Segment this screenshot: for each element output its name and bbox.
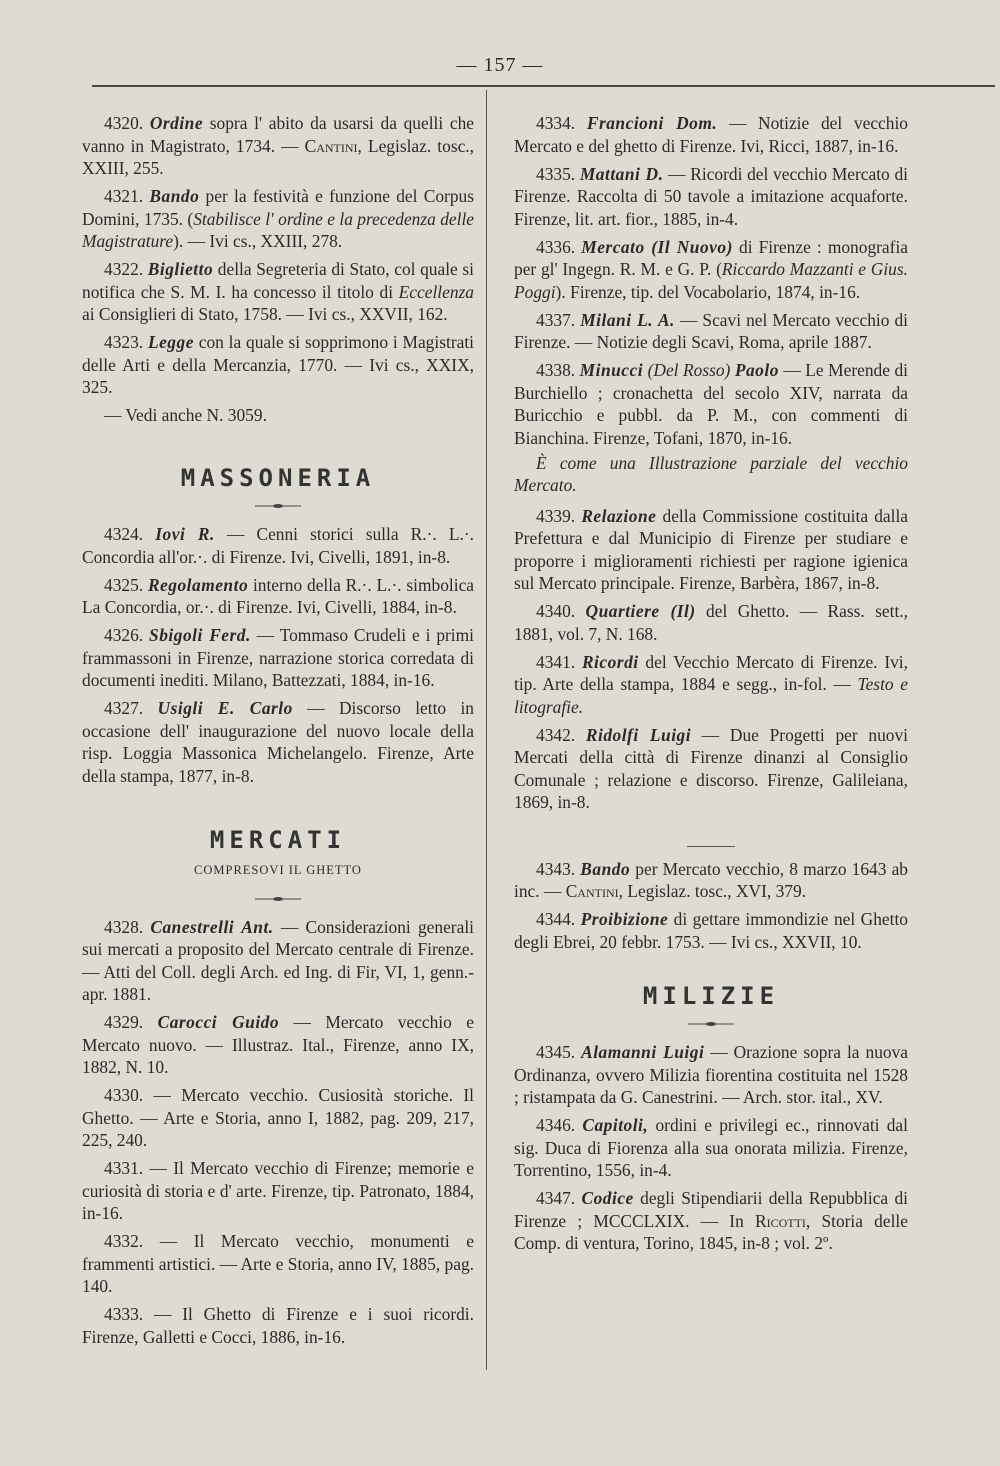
- entry-4328: 4328. Canestrelli Ant. — Considerazioni generali sui mercati a proposito del Mercato centrale di Firenze. — Atti del Coll. degli Arch. ed Ing. di Fir, VI, 1, genn.-apr. 1881.: [82, 916, 474, 1004]
- entry-4331: 4331. — Il Mercato vecchio di Firenze; memorie e curiosità di storia e d' arte. Firenze, tip. Patronato, 1884, in-16.: [82, 1158, 474, 1223]
- entry-4345: 4345. Alamanni Luigi — Orazione sopra la nuova Ordinanza, ovvero Milizia fiorentina costituita nel 1528 ; ristampata da G. Canestrini. — Arch. stor. ital., XV.: [514, 1042, 908, 1107]
- entry-4324: 4324. Iovi R. — Cenni storici sulla R.·. L.·. Concordia all'or.·. di Firenze. Ivi, Civelli, 1891, in-8.: [82, 524, 474, 567]
- entry-4327: 4327. Usigli E. Carlo — Discorso letto in occasione dell' inaugurazione del nuovo locale della risp. Loggia Massonica Michelangelo. Firenze, Arte della stampa, 1877, in-8.: [82, 698, 475, 786]
- header-rule: [92, 85, 995, 87]
- entry-4346: 4346. Capitoli, ordini e privilegi ec., rinnovati dal sig. Duca di Fiorenza alla sua onorata milizia. Firenze, Torrentino, 1556, in-4.: [514, 1115, 908, 1180]
- entry-4338: 4338. Minucci (Del Rosso) Paolo — Le Merende di Burchiello ; cronachetta del secolo XIV, narrata da Buricchio e pubbl. da P. M., con commenti di Bianchina. Firenze, Tofani, 1870, in-16.: [514, 360, 908, 448]
- entry-4335: 4335. Mattani D. — Ricordi del vecchio Mercato di Firenze. Raccolta di 50 tavole a imitazione acquaforte. Firenze, lit. art. fior., 1885, in-4.: [514, 163, 908, 229]
- entry-4322: 4322. Biglietto della Segreteria di Stato, col quale si notifica che S. M. I. ha concesso il titolo di Eccellenza ai Consiglieri di Stato, 1758. — Ivi cs., XXVII, 162.: [82, 259, 474, 324]
- left-column: [82, 112, 474, 1354]
- page-number: — 157 —: [456, 54, 544, 76]
- entry-4321: 4321. Bando per la festività e funzione del Corpus Domini, 1735. (Stabilisce l' ordine e la precedenza delle Magistrature). — Ivi cs., XXIII, 278.: [82, 186, 475, 251]
- section-rule: [514, 830, 908, 836]
- entry-4330: 4330. — Mercato vecchio. Cusiosità storiche. Il Ghetto. — Arte e Storia, anno I, 1882, pag. 209, 217, 225, 240.: [82, 1085, 474, 1150]
- cross-reference: — Vedi anche N. 3059.: [104, 405, 267, 425]
- section-heading-mercati: MERCATI: [209, 825, 347, 854]
- entry-4332: 4332. — Il Mercato vecchio, monumenti e frammenti artistici. — Arte e Storia, anno IV, 1885, pag. 140.: [82, 1231, 474, 1296]
- entry-4337: 4337. Milani L. A. — Scavi nel Mercato vecchio di Firenze. — Notizie degli Scavi, Roma, aprile 1887.: [514, 309, 909, 352]
- entry-4326: 4326. Sbigoli Ferd. — Tommaso Crudeli e i primi frammassoni in Firenze, narrazione storica corredata di documenti inediti. Milano, Battezzati, 1884, in-16.: [82, 625, 474, 690]
- ornament-divider: [82, 887, 474, 901]
- entry-4339: 4339. Relazione della Commissione costituita dalla Prefettura e dal Municipio di Firenze per studiare e proporre i miglioramenti richiesti per ragione igienica sul Mercato principale. Firenze, Barbèra, 1867, in-8.: [514, 505, 908, 593]
- right-column: [514, 112, 908, 1260]
- entry-4334: 4334. Francioni Dom. — Notizie del vecchio Mercato e del ghetto di Firenze. Ivi, Ricci, 1887, in-16.: [514, 113, 908, 156]
- entry-4329: 4329. Carocci Guido — Mercato vecchio e Mercato nuovo. — Illustraz. Ital., Firenze, anno IX, 1882, N. 10.: [82, 1012, 474, 1077]
- entry-4333: 4333. — Il Ghetto di Firenze e i suoi ricordi. Firenze, Galletti e Cocci, 1886, in-16.: [82, 1304, 474, 1347]
- entry-4347: 4347. Codice degli Stipendiarii della Repubblica di Firenze ; MCCCLXIX. — In Ricotti, Storia delle Comp. di ventura, Torino, 1845, in-8 ; vol. 2º.: [514, 1188, 908, 1253]
- entry-4342: 4342. Ridolfi Luigi — Due Progetti per nuovi Mercati della città di Firenze dinanzi al Consiglio Comunale ; relazione e discorso. Firenze, Galileiana, 1869, in-8.: [514, 724, 908, 812]
- entry-4341: 4341. Ricordi del Vecchio Mercato di Firenze. Ivi, tip. Arte della stampa, 1884 e segg., in-fol. — Testo e litografie.: [514, 651, 908, 717]
- section-heading-massoneria: MASSONERIA: [180, 463, 376, 492]
- entry-4344: 4344. Proibizione di gettare immondizie nel Ghetto degli Ebrei, 20 febbr. 1753. — Ivi cs., XXVII, 10.: [514, 909, 908, 952]
- entry-4325: 4325. Regolamento interno della R.·. L.·. simbolica La Concordia, or.·. di Firenze. Ivi, Civelli, 1884, in-8.: [82, 574, 475, 617]
- section-heading-milizie: MILIZIE: [642, 981, 780, 1010]
- entry-4340: 4340. Quartiere (Il) del Ghetto. — Rass. sett., 1881, vol. 7, N. 168.: [514, 601, 908, 644]
- entry-4338-note: È come una Illustrazione parziale del vecchio Mercato.: [514, 452, 908, 495]
- entry-4343: 4343. Bando per Mercato vecchio, 8 marzo 1643 ab inc. — Cantini, Legislaz. tosc., XVI, 379.: [514, 858, 908, 901]
- ornament-divider: [514, 1012, 908, 1026]
- entry-4336: 4336. Mercato (Il Nuovo) di Firenze : monografia per gl' Ingegn. R. M. e G. P. (Riccardo Mazzanti e Gius. Poggi). Firenze, tip. del Vocabolario, 1874, in-16.: [514, 236, 908, 302]
- ornament-divider: [82, 494, 474, 508]
- section-subheading: COMPRESOVI IL GHETTO: [194, 863, 362, 877]
- entry-4323: 4323. Legge con la quale si sopprimono i Magistrati delle Arti e della Mercanzia, 1770. — Ivi cs., XXIX, 325.: [82, 332, 474, 397]
- column-divider: [486, 90, 487, 1370]
- entry-4320: 4320. Ordine sopra l' abito da usarsi da quelli che vanno in Magistrato, 1734. — Cantini, Legislaz. tosc., XXIII, 255.: [82, 113, 475, 178]
